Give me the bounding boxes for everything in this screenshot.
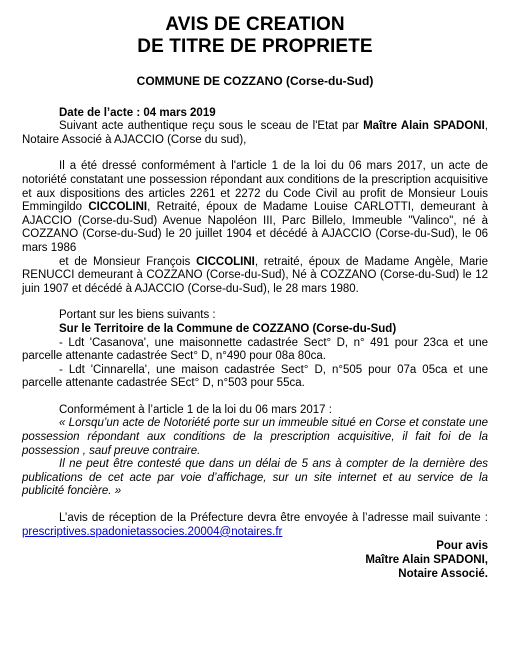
notice-title [22, 14, 488, 58]
reception-text: L’avis de réception de la Préfecture devra être envoyée à l’adresse mail suivante : [59, 512, 488, 525]
signature-line-3: Notaire Associé. [398, 568, 488, 581]
loi-intro: Conformément à l’article 1 de la loi du 06 mars 2017 : [59, 403, 332, 416]
reception-paragraph [22, 512, 488, 539]
beneficiary-2-surname: CICCOLINI [196, 255, 255, 268]
title-line-1: AVIS DE CREATION [165, 14, 345, 35]
intro-paragraph [22, 120, 488, 147]
email-link[interactable]: prescriptives.spadonietassocies.20004@notaires.fr [22, 525, 283, 538]
second-beneficiary-paragraph [22, 256, 488, 297]
parcel-item-cinnarella: - Ldt 'Cinnarella', une maison cadastrée Sect° D, n°505 pour 07a 05ca et une parcelle attenante cadastrée SEct° D, n°503 pour 55ca. [22, 363, 488, 390]
biens-intro: Portant sur les biens suivants : [59, 309, 216, 322]
para2-text-a: et de Monsieur François [59, 255, 197, 268]
signature-block [22, 539, 488, 581]
para1-text-a: Il a été dressé conformément à l'article 1 de la loi du 06 mars 2017, un acte de notoriété constatant une possession répondant aux conditions de la prescription acquisitive et aux dispositions des articles 2261 et 2272 du Code Civil au profit de Monsieur Louis Emmingildo [22, 160, 488, 214]
notary-first-name: Maître Alain [363, 120, 429, 133]
parcel-item-casanova: - Ldt 'Casanova', une maisonnette cadastrée Sect° D, n° 491 pour 23ca et une parcelle attenante cadastrée Sect° D, n°490 pour 08a 80ca. [22, 336, 488, 363]
notary-last-name: SPADONI [433, 120, 485, 133]
title-line-2: DE TITRE DE PROPRIETE [137, 36, 373, 57]
beneficiary-1-surname: CICCOLINI [88, 201, 148, 214]
signature-line-1: Pour avis [436, 540, 488, 553]
para2-text-b: , retraité, époux de Madame Angèle, Marie RENUCCI demeurant à COZZANO (Corse-du-Sud), Né à COZZANO (Corse-du-Sud) le 12 juin 1907 et décédé à AJACCIO (Corse-du-Sud), le 28 mars 1980. [22, 255, 489, 295]
loi-quote-2: Il ne peut être contesté que dans un délai de 5 ans à compter de la dernière des publications de cet acte par voie d’affichage, sur un site internet et au service de la publicité foncière. » [22, 458, 488, 498]
act-date: Date de l’acte : 04 mars 2019 [59, 106, 216, 119]
loi-quote-1: « Lorsqu’un acte de Notoriété porte sur un immeuble situé en Corse et constate une possession répondant aux conditions de la prescription acquisitive, il fait foi de la possession , sauf preuve contraire. [22, 417, 488, 457]
signature-line-2: Maître Alain SPADONI, [365, 554, 488, 567]
para1-text-b: , Retraité, époux de Madame Louise CARLOTTI, demeurant à AJACCIO (Corse-du-Sud) Avenue Napoléon III, Parc Billelo, Immeuble "Valinco", né à COZZANO (Corse-du-Sud) le 20 juillet 1904 et décédé à AJACCIO (Corse-du-Sud), le 06 mars 1986 [22, 201, 488, 254]
intro-prefix: Suivant acte authentique reçu sous le sceau de l'Etat par [59, 120, 364, 133]
territoire-heading: Sur le Territoire de la Commune de COZZANO (Corse-du-Sud) [59, 322, 397, 335]
commune-heading: COMMUNE DE COZZANO (Corse-du-Sud) [136, 74, 374, 88]
intro-suffix: , Notaire Associé à AJACCIO (Corse du sud), [22, 120, 488, 146]
notoriete-paragraph [22, 160, 488, 255]
